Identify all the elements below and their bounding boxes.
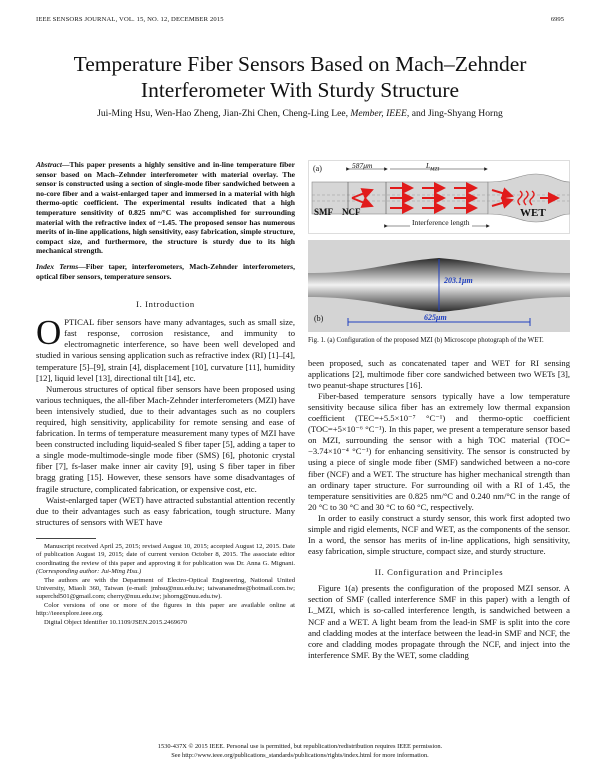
- intro-paragraph-1-text: PTICAL fiber sensors have many advantages, such as small size, fast response, corrosion resistance, and immunity to electromagnetic interference, so have been well developed and studied in various sensing application such as refractive index (RI) [1]–[4], temperature [5]–[9], strain [4], displacement [10], curvature [11], humidity [12], liquid level [13], directional tilt [14], etc.: [36, 317, 295, 383]
- abstract-lead: Abstract: [36, 160, 62, 169]
- footnote-doi: Digital Object Identifier 10.1109/JSEN.2015.2469670: [44, 618, 187, 626]
- footnote-manuscript: [36, 543, 295, 577]
- figure-1a-schematic: [308, 160, 570, 234]
- label-smf: SMF: [314, 207, 333, 217]
- label-interference-length: Interference length: [412, 218, 470, 227]
- abstract: [36, 160, 295, 256]
- dim-label-587: 587μm: [352, 161, 373, 170]
- dim-label-lmzi-main: L: [426, 161, 431, 170]
- figure-caption: Fig. 1. (a) Configuration of the proposed MZI (b) Microscope photograph of the WET.: [308, 337, 544, 344]
- config-paragraph-1: Figure 1(a) presents the configuration of the proposed MZI sensor. A section of SMF (called interference SMF in this paper) with a length of L_MZI, which is so-called interference length, is sandwiched between a NCF and a WET. A light beam from the lead-in SMF is split into the core and cladding modes at the interface between the lead-in SMF and NCF, the core and cladding modes propagate through the NCF, and inject into the interference SMF. By the WET, some cladding: [308, 583, 570, 660]
- authors-last: and Jing-Shyang Horng: [411, 108, 503, 119]
- footnote-color: Color versions of one or more of the figures in this paper are available online at http://ieeexplore.ieee.org.: [36, 601, 295, 618]
- dim-label-203: 203.1μm: [444, 276, 473, 285]
- dim-label-lmzi: [426, 161, 440, 173]
- authors-main: Jui-Ming Hsu, Wen-Hao Zheng, Jian-Zhi Chen, Cheng-Ling Lee,: [97, 108, 348, 119]
- footnote-divider: [36, 538, 96, 539]
- label-ncf: NCF: [342, 207, 361, 217]
- paper-title: Temperature Fiber Sensors Based on Mach–Zehnder Interferometer With Sturdy Structure: [73, 52, 527, 102]
- drop-cap: O: [36, 313, 62, 353]
- footnote-manuscript-text: Manuscript received April 25, 2015; revised August 10, 2015; accepted August 12, 2015. Date of publication August 19, 2015; date of current version October 8, 2015. The associate editor coordinating the review of this paper and approving it for publication was Dr. Anna G. Mignani.: [36, 542, 295, 567]
- abstract-text: —This paper presents a highly sensitive and in-line temperature fiber sensor based on Mach–Zehnder interferometer with material overlay. The sensor is constructed using a section of single-mode fiber sandwiched between a no-core fiber and a waist-enlarged taper and immersed in a material with high thermo-optic coefficient. The experimental results indicated that a high temperature sensitivity of 0.825 nm/°C was accomplished for surrounding material with the refractive index of ~1.45. The proposed sensor has numerous merits of in-line applications, high sensitivity, easy fabrication, simple structure, compact size, and furthermore, the structure is sturdy due to its high mechanical strength.: [36, 160, 295, 256]
- index-terms: [36, 262, 295, 281]
- intro-paragraph-1: [36, 313, 295, 384]
- intro-paragraph-3: Waist-enlarged taper (WET) have attracted substantial attention recently due to their advantages such as easy fabrication, tough structure. Many structures of sensors with WET have: [36, 494, 295, 527]
- intro-paragraph-4: Fiber-based temperature sensors typically have a low temperature sensitivity because silica fiber has an extremely low thermal expansion coefficient (TEC=+5.5×10⁻⁷ °C⁻¹) and thermo-optic coefficient (TOC=+5×10⁻⁶ °C⁻¹). In this paper, we present a temperature sensor based on MZI, surrounding the sensor with a high TOC material (TOC= −3.74×10⁻⁴ °C⁻¹) for enhancing sensitivity. The sensor is constructed by using a piece of single mode fiber (SMF) sandwiched between a no-core fiber (NCF) and a WET. The structure has higher mechanical strength than an ordinary taper structure. For surrounding oil with a RI of 1.45, the temperature sensitivities are 0.825 nm/°C and 0.240 nm/°C in the range of 20 °C to 30 °C and 30 °C to 60 °C, respectively.: [308, 390, 570, 512]
- label-wet: WET: [520, 207, 546, 219]
- footnote-affiliation: The authors are with the Department of Electro-Optical Engineering, National United University, Miaoli 360, Taiwan (e-mail: jmhsu@nuu.edu.tw; taiwananedme@hotmail.com.tw; superchd501@gmail.com; cherry@nuu.edu.tw; jshorng@nuu.edu.tw).: [36, 576, 295, 601]
- left-column: [36, 160, 295, 627]
- figure-1b-photo: [308, 240, 570, 332]
- copyright-footer: [20, 743, 580, 760]
- index-terms-lead: Index Terms: [36, 261, 79, 271]
- section-heading-configuration: II. Configuration and Principles: [374, 567, 504, 578]
- footnote-corresponding: (Corresponding author: Jui-Ming Hsu.): [36, 568, 142, 576]
- dim-label-625: 625μm: [424, 313, 447, 322]
- running-header-journal: IEEE SENSORS JOURNAL, VOL. 15, NO. 12, DECEMBER 2015: [36, 16, 224, 23]
- page-number: 6995: [550, 16, 564, 23]
- intro-paragraph-2: Numerous structures of optical fiber sensors have been proposed using various techniques, the all-fiber Mach-Zehnder interferometers (MZI) have been intensively studied, due to their advantages such as no couplers required, high sensitivity, applicability for remote sensing and ease of fabrication. In terms of temperature measurement many types of MZI have been constructed including liquid-sealed S fiber taper [5], adding a taper to a single mode-multimode-single mode fiber (SMS) [6], photonic crystal fiber [7], fs-laser make inner air cavity [9], using S fiber taper in fiber bragg grating [15]. However, these sensors have some disadvantages of fragile structure, complicated fabrication, or expensive cost, etc.: [36, 383, 295, 494]
- footer-line-2: See http://www.ieee.org/publications_standards/publications/rights/index.html for more information.: [171, 751, 429, 759]
- dim-label-lmzi-sub: MZI: [430, 166, 440, 173]
- intro-paragraph-3-cont: been proposed, such as concatenated taper and WET for RI sensing applications [2], multimode fiber core sandwiched between two WETs [3], two peanut-shape structures [16].: [308, 357, 570, 390]
- right-column: [308, 160, 570, 661]
- figure-label-a: (a): [313, 164, 322, 173]
- footer-line-1: 1530-437X © 2015 IEEE. Personal use is permitted, but republication/redistribution requires IEEE permission.: [157, 743, 443, 750]
- author-membership: Member, IEEE,: [350, 108, 410, 119]
- author-list: [20, 108, 580, 119]
- section-heading-introduction: I. Introduction: [136, 299, 195, 310]
- figure-label-b: (b): [314, 314, 324, 323]
- intro-paragraph-5: In order to easily construct a sturdy sensor, this work first adopted two simple and rigid elements, NCF and WET, as the components of the sensor. In a word, the sensor has merits of in-line applications, high sensitivity, easy fabrication, simple structure, compact size, and sturdy structure.: [308, 512, 570, 557]
- index-terms-text: —Fiber taper, interferometers, Mach-Zehnder interferometers, optical fiber sensors, temperature sensors.: [36, 261, 295, 281]
